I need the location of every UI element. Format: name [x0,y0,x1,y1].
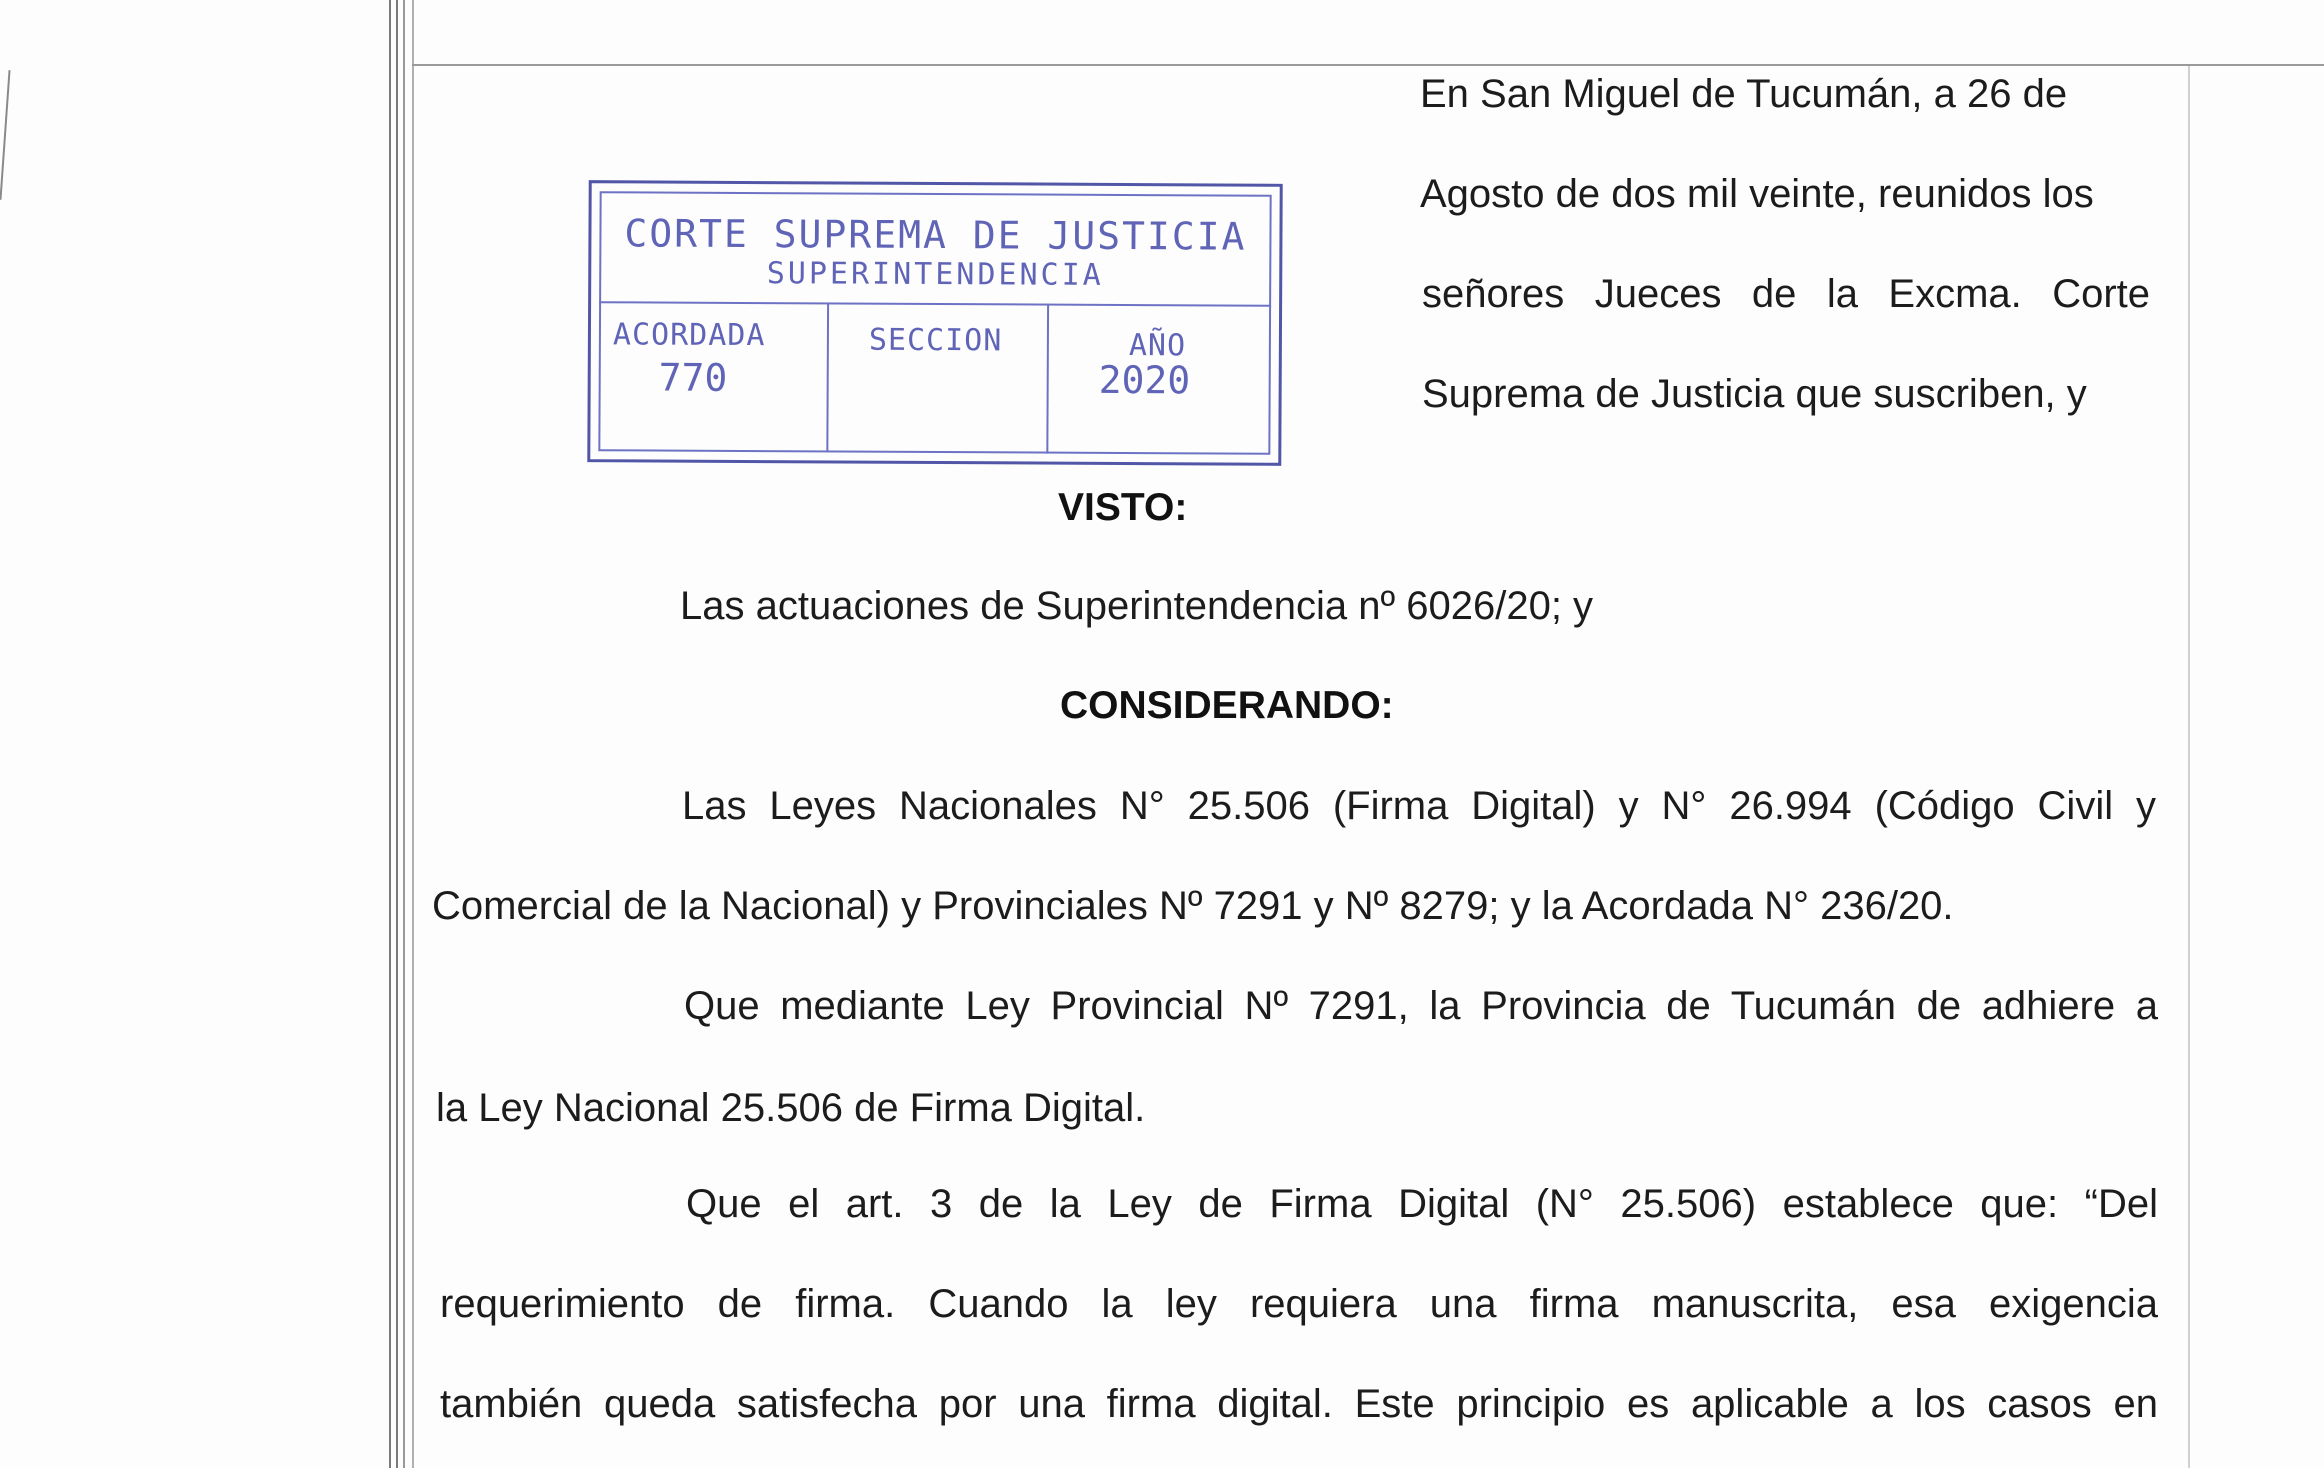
intro-line-3: señores Jueces de la Excma. Corte [1422,272,2150,316]
paragraph-1-line-1: Las Leyes Nacionales N° 25.506 (Firma Digital) y N° 26.994 (Código Civil y [682,784,2156,828]
margin-rule [389,0,391,1468]
paragraph-1-line-2: Comercial de la Nacional) y Provinciales Nº 7291 y Nº 8279; y la Acordada N° 236/20. [432,884,1954,928]
stamp-seccion-label: SECCION [868,322,1003,359]
stamp-anio-value: 2020 [1098,357,1191,403]
visto-heading: VISTO: [1058,486,1188,529]
paragraph-3-line-1: Que el art. 3 de la Ley de Firma Digital (N° 25.506) establece que: “Del [686,1182,2158,1226]
visto-text: Las actuaciones de Superintendencia nº 6026/20; y [680,584,1594,628]
margin-rule [403,0,405,1468]
intro-line-2: Agosto de dos mil veinte, reunidos los [1420,172,2094,216]
right-margin-rule [2188,66,2190,1468]
stamp-title: CORTE SUPREMA DE JUSTICIA [624,211,1247,259]
paragraph-2-line-1: Que mediante Ley Provincial Nº 7291, la Provincia de Tucumán de adhiere a [684,984,2158,1028]
intro-line-4: Suprema de Justicia que suscriben, y [1422,372,2087,416]
stamp-acordada-label: ACORDADA [612,317,766,354]
court-stamp [587,180,1282,466]
paragraph-2-line-2: la Ley Nacional 25.506 de Firma Digital. [436,1086,1146,1130]
margin-rule [396,0,398,1468]
stamp-acordada-value: 770 [658,355,728,400]
paragraph-3-line-2: requerimiento de firma. Cuando la ley requiera una firma manuscrita, esa exigencia [440,1282,2158,1326]
stray-pen-mark [0,70,11,200]
header-rule [412,64,2324,66]
stamp-anio-label: AÑO [1128,328,1187,364]
stamp-subtitle: SUPERINTENDENCIA [766,256,1104,293]
considerando-heading: CONSIDERANDO: [1060,684,1394,727]
paragraph-3-line-3: también queda satisfecha por una firma digital. Este principio es aplicable a los casos en [440,1382,2158,1426]
margin-rule [412,0,414,1468]
intro-line-1: En San Miguel de Tucumán, a 26 de [1420,72,2068,116]
